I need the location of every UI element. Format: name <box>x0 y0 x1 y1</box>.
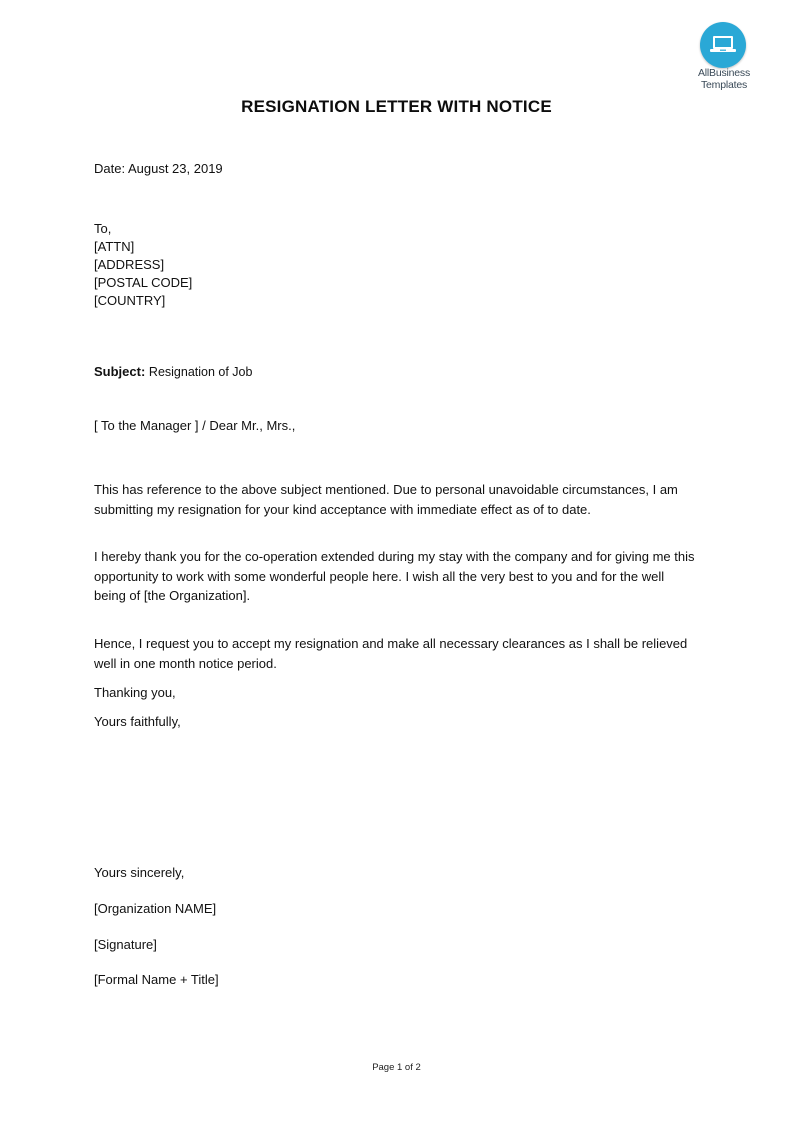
body-paragraph-2: I hereby thank you for the co-operation extended during my stay with the company and for giving me this opportunity to work with some wonderful people here. I wish all the very best to you and for the well being of [the Organization]. <box>94 549 695 603</box>
subject-line <box>94 363 252 381</box>
body-paragraph-1: This has reference to the above subject mentioned. Due to personal unavoidable circumstances, I am submitting my resignation for your kind acceptance with immediate effect as of to date. <box>94 482 678 517</box>
subject-text: Resignation of Job <box>148 365 253 379</box>
address-postal-code: [POSTAL CODE] <box>94 275 193 290</box>
date-line: Date: August 23, 2019 <box>94 161 223 176</box>
address-attn: [ATTN] <box>94 239 135 254</box>
logo-circle <box>700 22 746 68</box>
salutation: [ To the Manager ] / Dear Mr., Mrs., <box>94 418 296 433</box>
closing-thanking: Thanking you, <box>94 685 176 700</box>
logo-text <box>686 67 762 91</box>
address-to: To, <box>94 221 112 236</box>
allbusiness-templates-logo <box>690 22 762 94</box>
formal-name-title: [Formal Name + Title] <box>94 972 219 987</box>
document-title: RESIGNATION LETTER WITH NOTICE <box>241 97 552 116</box>
page-number: Page 1 of 2 <box>372 1062 421 1073</box>
logo-line-2: Templates <box>700 79 748 91</box>
logo-line-1: AllBusiness <box>697 67 751 79</box>
address-country: [COUNTRY] <box>94 293 166 308</box>
subject-label: Subject: <box>94 364 146 379</box>
closing-faithfully: Yours faithfully, <box>94 714 181 729</box>
laptop-icon <box>700 22 746 68</box>
body-paragraph-3: Hence, I request you to accept my resignation and make all necessary clearances as I shall be relieved well in one month notice period. <box>94 636 688 671</box>
address-street: [ADDRESS] <box>94 257 165 272</box>
organization-name: [Organization NAME] <box>94 901 217 916</box>
signature-placeholder: [Signature] <box>94 937 157 952</box>
closing-sincerely: Yours sincerely, <box>94 865 185 880</box>
